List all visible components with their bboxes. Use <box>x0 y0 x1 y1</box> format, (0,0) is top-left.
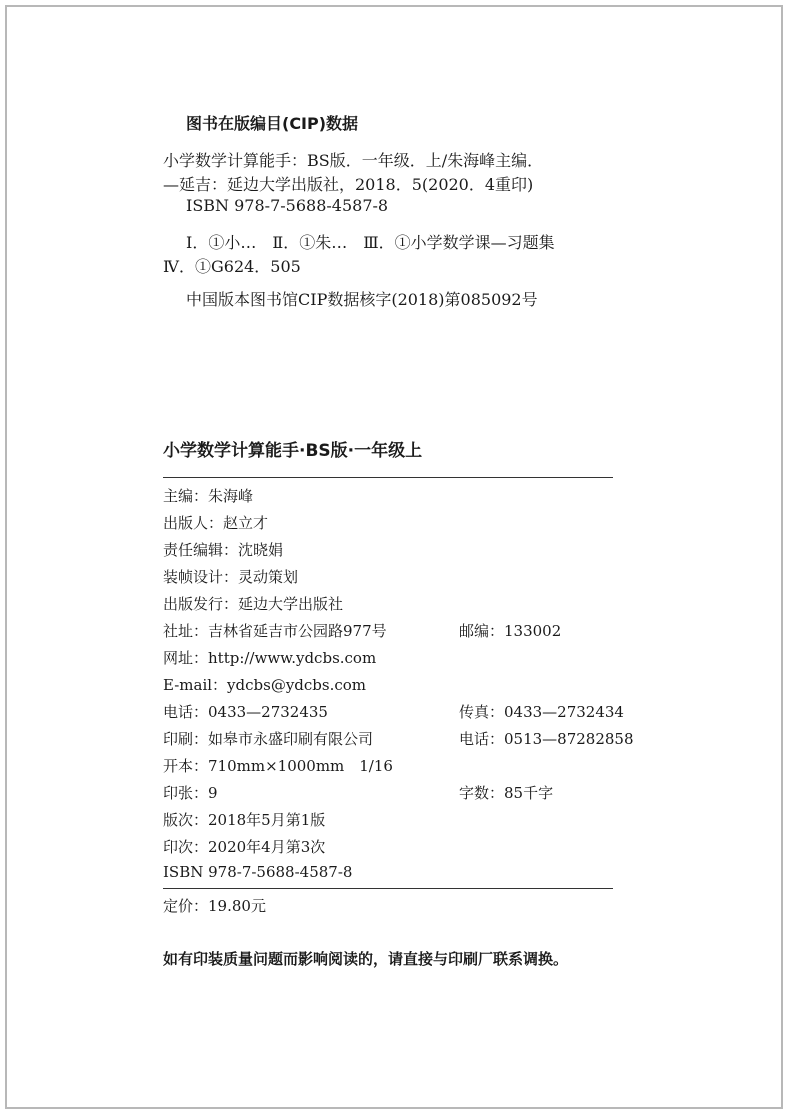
info-right: 电话：0513—87282858 <box>459 730 634 748</box>
price: 定价：19.80元 <box>163 897 266 915</box>
info-left: 网址：http://www.ydcbs.com <box>163 649 377 667</box>
info-left: 开本：710mm×1000mm 1/16 <box>163 757 393 775</box>
cip-line: Ⅳ．①G624．505 <box>163 257 301 276</box>
info-row <box>163 782 633 808</box>
info-right: 邮编：133002 <box>459 622 562 640</box>
info-left: 印刷：如皋市永盛印刷有限公司 <box>163 730 374 748</box>
info-left: 出版人：赵立才 <box>163 514 269 532</box>
info-left: 出版发行：延边大学出版社 <box>163 595 344 613</box>
info-right: 字数：85千字 <box>459 784 554 802</box>
price-row <box>163 895 633 921</box>
cip-line: Ⅰ．①小… Ⅱ．①朱… Ⅲ．①小学数学课—习题集 <box>186 233 555 252</box>
info-left: ISBN 978-7-5688-4587-8 <box>163 863 353 881</box>
quality-notice: 如有印装质量问题而影响阅读的，请直接与印刷厂联系调换。 <box>163 950 569 968</box>
info-row <box>163 809 633 835</box>
cip-heading: 图书在版编目(CIP)数据 <box>186 114 359 133</box>
info-left: E-mail：ydcbs@ydcbs.com <box>163 676 367 694</box>
info-left: 印张：9 <box>163 784 218 802</box>
info-left: 版次：2018年5月第1版 <box>163 811 326 829</box>
divider-top <box>163 477 613 478</box>
cip-line: —延吉：延边大学出版社，2018．5(2020．4重印) <box>163 175 534 194</box>
info-row <box>163 836 633 862</box>
info-row <box>163 701 633 727</box>
info-row <box>163 539 633 565</box>
divider-bottom <box>163 888 613 889</box>
info-row <box>163 728 633 754</box>
info-row <box>163 647 633 673</box>
cip-line: 小学数学计算能手：BS版．一年级．上/朱海峰主编． <box>163 151 544 170</box>
cip-line: 中国版本图书馆CIP数据核字(2018)第085092号 <box>186 290 538 309</box>
info-row <box>163 755 633 781</box>
info-row <box>163 485 633 511</box>
info-left: 责任编辑：沈晓娟 <box>163 541 284 559</box>
info-left: 印次：2020年4月第3次 <box>163 838 326 856</box>
info-left: 主编：朱海峰 <box>163 487 254 505</box>
info-row <box>163 566 633 592</box>
cip-line: ISBN 978-7-5688-4587-8 <box>186 196 389 215</box>
info-left: 社址：吉林省延吉市公园路977号 <box>163 622 387 640</box>
info-left: 装帧设计：灵动策划 <box>163 568 299 586</box>
info-left: 电话：0433—2732435 <box>163 703 328 721</box>
info-right: 传真：0433—2732434 <box>459 703 624 721</box>
info-row <box>163 512 633 538</box>
info-row <box>163 593 633 619</box>
info-row <box>163 863 633 889</box>
info-row <box>163 620 633 646</box>
info-row <box>163 674 633 700</box>
book-title: 小学数学计算能手·BS版·一年级上 <box>163 441 423 461</box>
